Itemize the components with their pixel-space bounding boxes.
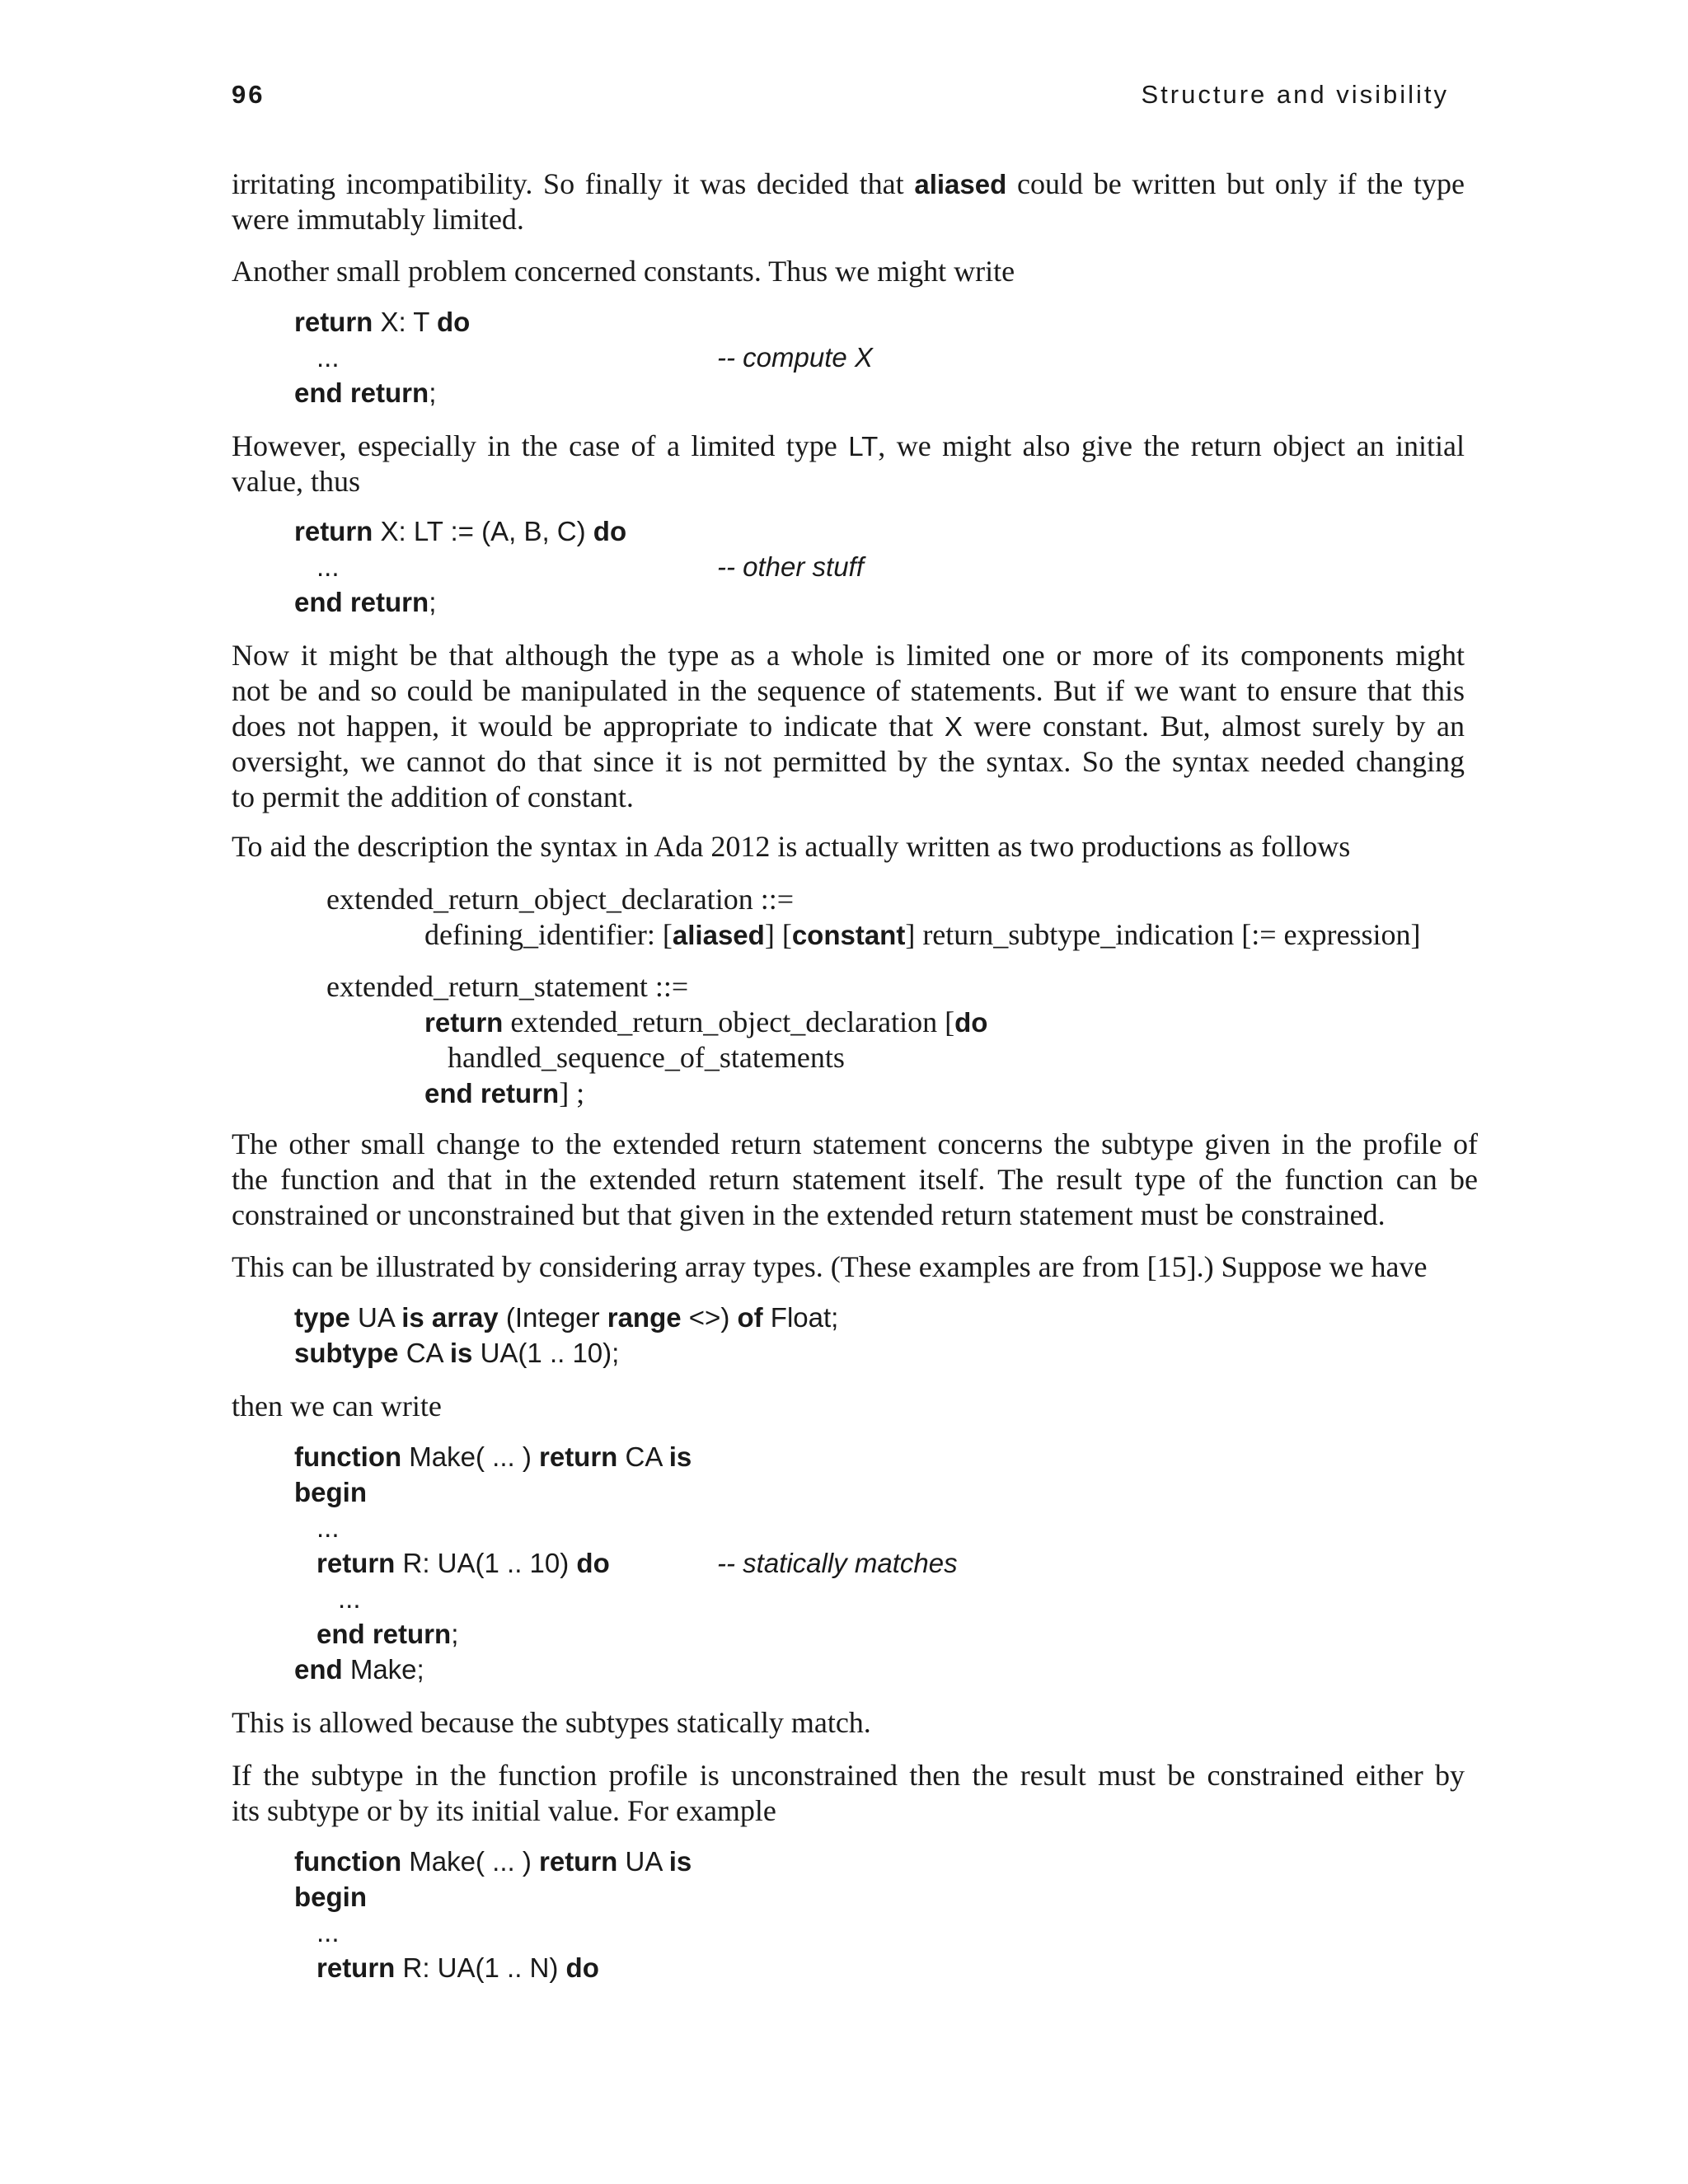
keyword: end return [316, 1619, 452, 1649]
code-text: (Integer [498, 1302, 607, 1333]
text-line [232, 709, 1465, 744]
text-line: If the subtype in the function profile is unconstrained then the result must be constrained either by [232, 1759, 1465, 1792]
paragraph: To aid the description the syntax in Ada 2012 is actually written as two productions as follows [232, 830, 1351, 863]
paragraph: This is allowed because the subtypes statically match. [232, 1706, 871, 1739]
code-text: R: UA(1 .. 10) [395, 1548, 577, 1578]
text-line [232, 429, 1465, 464]
keyword: type [294, 1302, 350, 1333]
chapter-title: Structure and visibility [1141, 80, 1449, 109]
keyword: function [294, 1846, 402, 1877]
keyword: return [316, 1548, 396, 1578]
code-text: Float; [762, 1302, 839, 1333]
code-line [294, 1846, 692, 1877]
code-line [294, 1441, 692, 1473]
text-line: oversight, we cannot do that since it is not permitted by the syntax. So the syntax needed changing [232, 745, 1465, 778]
code-line [294, 1338, 619, 1369]
keyword: end [294, 1654, 343, 1685]
text-line: were immutably limited. [232, 203, 524, 236]
text-line: constrained or unconstrained but that given in the extended return statement must be constrained. [232, 1198, 1386, 1231]
code-line [316, 1548, 610, 1579]
syntax-head: extended_return_object_declaration ::= [326, 883, 795, 916]
keyword: aliased [914, 169, 1007, 199]
code-comment: -- statically matches [717, 1548, 958, 1578]
paragraph [232, 1127, 1478, 1233]
code-text: CA [398, 1338, 450, 1368]
code-text: UA [617, 1846, 669, 1877]
code-text: X: T [373, 307, 437, 337]
keyword: do [954, 1007, 988, 1038]
text-span: were constant. But, almost surely by an [962, 710, 1465, 743]
text-span: However, especially in the case of a limited type [232, 429, 849, 462]
code-line [294, 516, 626, 547]
keyword: do [437, 307, 471, 337]
code-text: <>) [681, 1302, 738, 1333]
text-span: irritating incompatibility. So finally it was decided that [232, 167, 915, 200]
paragraph: This can be illustrated by considering array types. (These examples are from [15].) Suppose we have [232, 1250, 1428, 1283]
code-line [294, 307, 470, 338]
keyword: function [294, 1441, 402, 1472]
code-text: Make; [342, 1654, 424, 1685]
text-span: ] return_subtype_indication [:= expression] [905, 918, 1421, 951]
code-line: begin [294, 1477, 367, 1507]
code-line: ... [316, 1512, 340, 1543]
code-text: ; [451, 1619, 459, 1649]
text-line [232, 166, 1465, 202]
text-line: not be and so could be manipulated in the sequence of statements. But if we want to ensure that this [232, 674, 1465, 707]
text-span: extended_return_object_declaration [ [503, 1005, 955, 1038]
page-number: 96 [232, 80, 265, 109]
syntax-line [424, 1076, 584, 1110]
syntax-head: extended_return_statement ::= [326, 970, 689, 1003]
keyword: range [607, 1302, 682, 1333]
code-text: Make( ... ) [401, 1846, 539, 1877]
text-span: defining_identifier: [ [424, 918, 673, 951]
code-line: ... [316, 1917, 340, 1947]
code-line: ... [338, 1583, 361, 1614]
keyword: end return [294, 587, 429, 617]
code-text: UA(1 .. 10); [472, 1338, 620, 1368]
text-line: value, thus [232, 465, 360, 498]
code-text: R: UA(1 .. N) [395, 1952, 566, 1983]
code-text: CA [617, 1441, 669, 1472]
text-span: ] [ [764, 918, 792, 951]
paragraph [232, 1758, 1465, 1829]
text-span: ] ; [559, 1076, 585, 1109]
text-span: does not happen, it would be appropriate to indicate that [232, 710, 945, 743]
code-line [294, 1302, 838, 1333]
paragraph: then we can write [232, 1390, 442, 1422]
code-text: ; [429, 377, 437, 408]
text-line: its subtype or by its initial value. For example [232, 1794, 776, 1827]
paragraph: Another small problem concerned constants. Thus we might write [232, 255, 1015, 288]
keyword: is [668, 1441, 692, 1472]
keyword: is [668, 1846, 692, 1877]
keyword: do [593, 516, 627, 546]
code-text: X: LT := (A, B, C) [373, 516, 593, 546]
syntax-line: handled_sequence_of_statements [448, 1041, 845, 1074]
text-line: the function and that in the extended return statement itself. The result type of the function can be [232, 1163, 1478, 1196]
keyword: end return [424, 1078, 560, 1108]
keyword: subtype [294, 1338, 399, 1368]
paragraph [232, 429, 1465, 499]
code-line [294, 587, 436, 618]
text-line: Now it might be that although the type as a whole is limited one or more of its components might [232, 639, 1465, 672]
keyword: return [424, 1007, 504, 1038]
paragraph [232, 638, 1465, 815]
keyword: do [565, 1952, 599, 1983]
keyword: constant [791, 920, 906, 950]
code-line [294, 377, 436, 409]
keyword: return [316, 1952, 396, 1983]
text-line: to permit the addition of constant. [232, 780, 634, 813]
syntax-line [424, 1005, 987, 1039]
code-text: ; [429, 587, 437, 617]
keyword: end return [294, 377, 429, 408]
code-line: begin [294, 1882, 367, 1912]
code-comment: -- compute X [717, 342, 873, 373]
paragraph [232, 166, 1465, 237]
code-line [316, 1952, 599, 1984]
text-line: The other small change to the extended return statement concerns the subtype given in the profile of [232, 1127, 1478, 1160]
keyword: is array [401, 1302, 499, 1333]
keyword: return [539, 1846, 618, 1877]
syntax-line [424, 917, 1420, 952]
code-line: ... [316, 342, 340, 373]
code-line [294, 1654, 424, 1685]
code-text: UA [349, 1302, 402, 1333]
inline-code: X [944, 711, 963, 742]
keyword: of [737, 1302, 763, 1333]
keyword: return [539, 1441, 618, 1472]
text-span: could be written but only if the type [1006, 167, 1465, 200]
code-comment: -- other stuff [717, 551, 864, 582]
code-text: Make( ... ) [401, 1441, 539, 1472]
code-line: ... [316, 551, 340, 582]
keyword: is [449, 1338, 473, 1368]
keyword: return [294, 516, 373, 546]
keyword: return [294, 307, 373, 337]
text-span: , we might also give the return object an initial [878, 429, 1465, 462]
keyword: aliased [672, 920, 765, 950]
code-line [316, 1619, 458, 1650]
inline-code: LT [848, 431, 879, 462]
keyword: do [576, 1548, 610, 1578]
